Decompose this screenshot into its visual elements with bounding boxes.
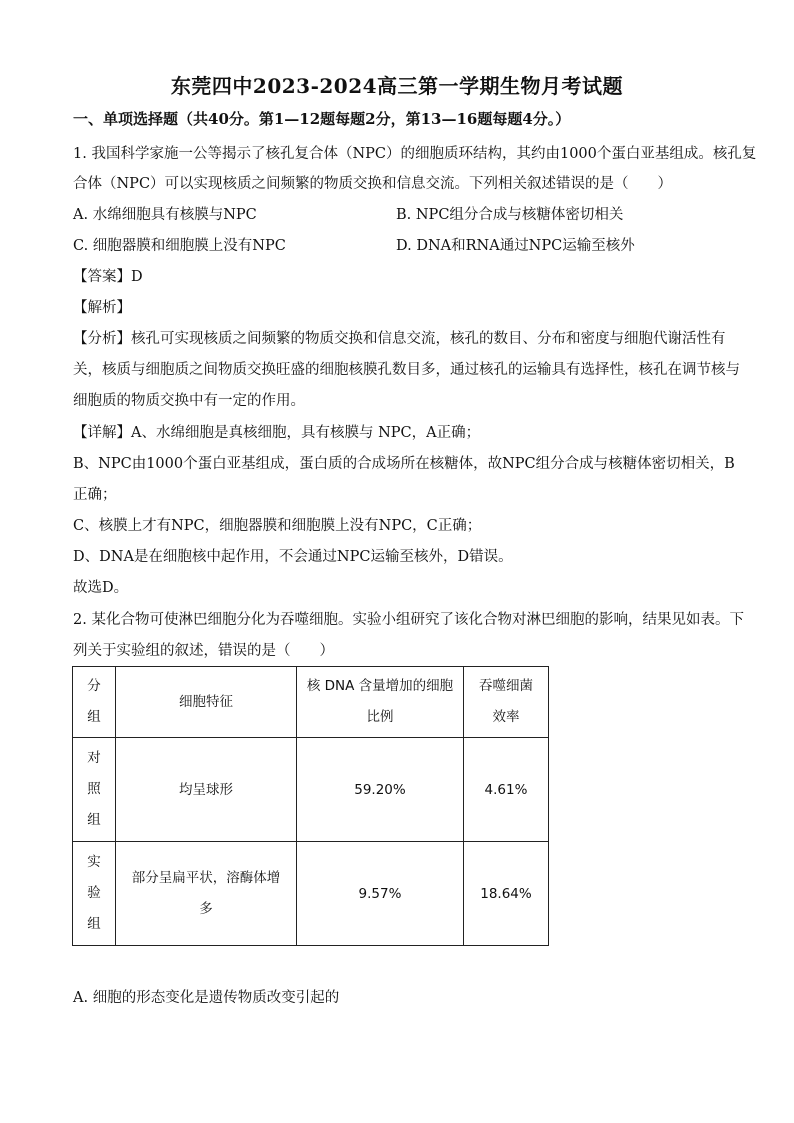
q1-conclusion: 故选D。 [73, 580, 129, 596]
cell-feature: 均呈球形 [116, 738, 297, 842]
cell-dna-ratio: 9.57% [297, 842, 464, 946]
q1-detail-line2: B、NPC由1000个蛋白亚基组成，蛋白质的合成场所在核糖体，故NPC组分合成与核糖体密切相关，B [73, 456, 735, 472]
q1-stem-line2: 合体（NPC）可以实现核质之间频繁的物质交换和信息交流。下列相关叙述错误的是（ ） [73, 176, 673, 192]
header-cell-group: 分组 [73, 667, 116, 738]
q1-option-a: A. 水绵细胞具有核膜与NPC [73, 207, 257, 223]
q1-detail-line4: C、核膜上才有NPC，细胞器膜和细胞膜上没有NPC，C正确； [73, 518, 482, 534]
q1-analysis-line1: 【分析】核孔可实现核质之间频繁的物质交换和信息交流，核孔的数目、分布和密度与细胞代谢活性有 [73, 331, 726, 347]
q1-analysis-line3: 细胞质的物质交换中有一定的作用。 [73, 393, 305, 409]
table-header-row [73, 667, 549, 738]
q1-option-b: B. NPC组分合成与核糖体密切相关 [396, 207, 624, 223]
cell-dna-ratio: 59.20% [297, 738, 464, 842]
q1-stem-line1: 1. 我国科学家施一公等揭示了核孔复合体（NPC）的细胞质环结构，其约由1000个蛋白亚基组成。核孔复 [73, 146, 757, 162]
q2-stem-line2: 列关于实验组的叙述，错误的是（ ） [73, 643, 334, 659]
header-cell-dna-ratio: 核 DNA 含量增加的细胞比例 [297, 667, 464, 738]
q2-stem-line1: 2. 某化合物可使淋巴细胞分化为吞噬细胞。实验小组研究了该化合物对淋巴细胞的影响，结果见如表。下 [73, 612, 744, 628]
cell-group: 对照组 [73, 738, 116, 842]
cell-phagocytosis: 4.61% [464, 738, 549, 842]
q1-answer: 【答案】D [73, 269, 143, 285]
section-heading: 一、单项选择题（共40分。第1—12题每题2分，第13—16题每题4分。） [73, 110, 571, 128]
q1-option-d: D. DNA和RNA通过NPC运输至核外 [396, 238, 635, 254]
cell-phagocytosis: 18.64% [464, 842, 549, 946]
q1-detail-line1: 【详解】A、水绵细胞是真核细胞，具有核膜与 NPC，A正确； [73, 425, 481, 441]
exam-title: 东莞四中2023-2024高三第一学期生物月考试题 [170, 74, 624, 98]
q1-analysis-line2: 关，核质与细胞质之间物质交换旺盛的细胞核膜孔数目多，通过核孔的运输具有选择性，核孔在调节核与 [73, 362, 740, 378]
cell-feature: 部分呈扁平状，溶酶体增多 [116, 842, 297, 946]
q1-analysis-label: 【解析】 [73, 300, 131, 316]
q2-option-a: A. 细胞的形态变化是遗传物质改变引起的 [73, 990, 340, 1006]
table-row [73, 842, 549, 946]
header-cell-phagocytosis: 吞噬细菌效率 [464, 667, 549, 738]
table-row [73, 738, 549, 842]
q1-detail-line3: 正确； [73, 487, 117, 503]
experiment-table [72, 666, 549, 946]
q1-option-c: C. 细胞器膜和细胞膜上没有NPC [73, 238, 286, 254]
header-cell-feature: 细胞特征 [116, 667, 297, 738]
q1-detail-line5: D、DNA是在细胞核中起作用，不会通过NPC运输至核外，D错误。 [73, 549, 513, 565]
cell-group: 实验组 [73, 842, 116, 946]
